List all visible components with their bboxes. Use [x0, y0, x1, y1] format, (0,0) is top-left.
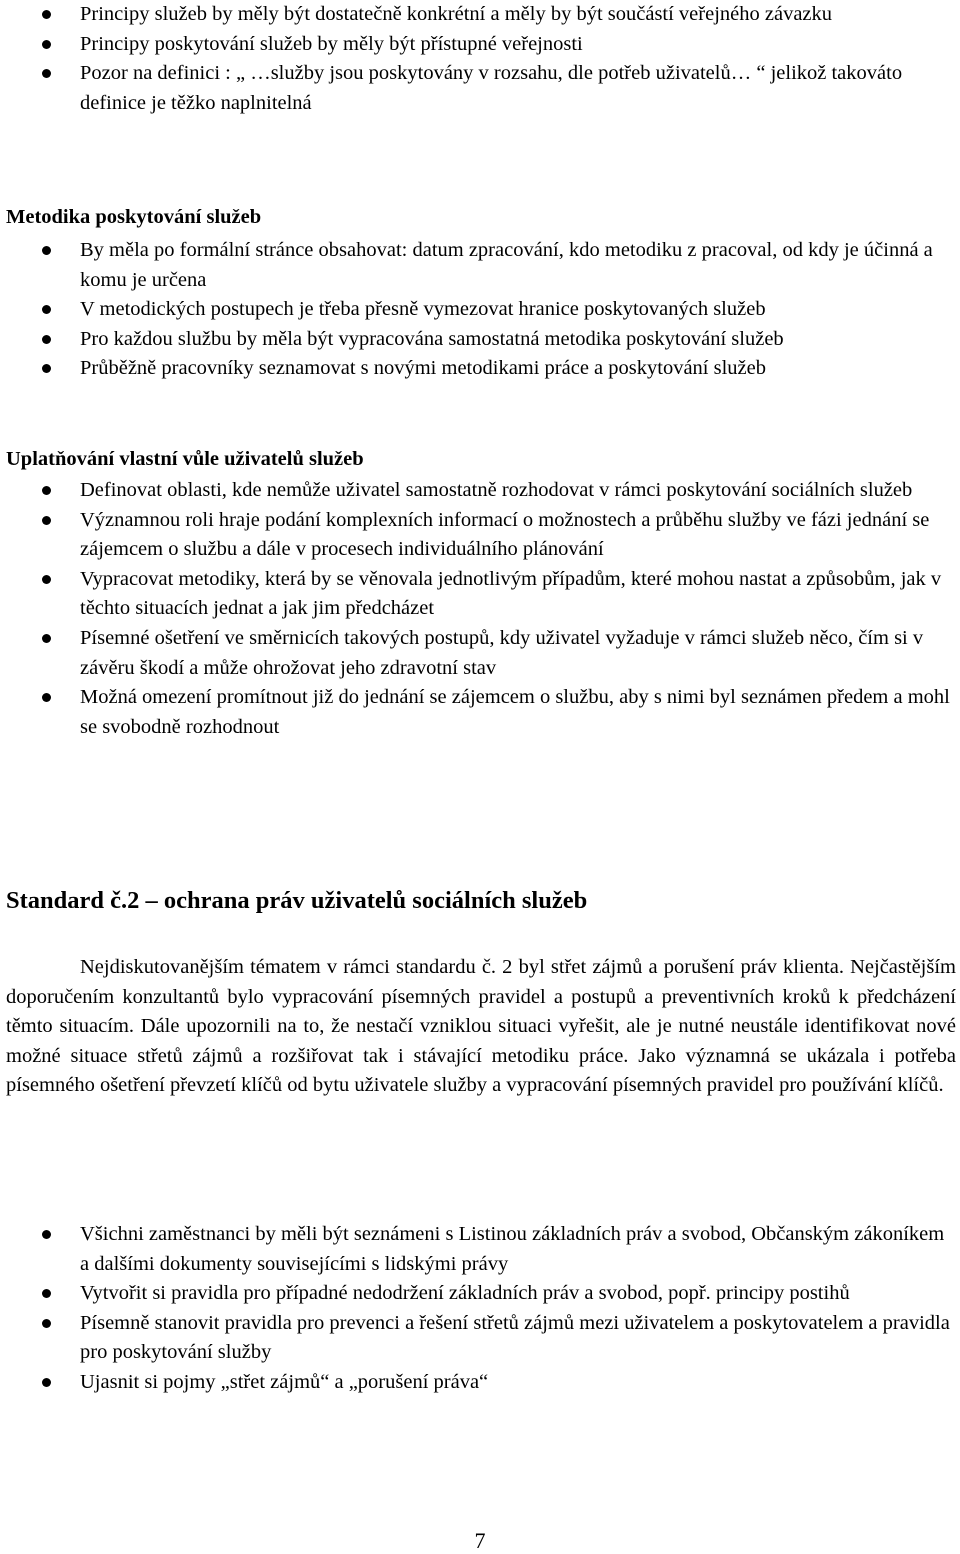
list-item: Pro každou službu by měla být vypracována samostatná metodika poskytování služeb: [0, 325, 960, 355]
bullet-icon: [42, 40, 51, 49]
bullet-icon: [42, 486, 51, 495]
bullet-icon: [42, 1378, 51, 1387]
bullet-icon: [42, 246, 51, 255]
list-item: Možná omezení promítnout již do jednání se zájemcem o službu, aby s nimi byl seznámen předem a mohl se svobodně rozhodnout: [0, 683, 960, 742]
bullet-icon: [42, 364, 51, 373]
list-item: Písemné ošetření ve směrnicích takových postupů, kdy uživatel vyžaduje v rámci služeb něco, čím si v závěru škodí a může ohrožovat jeho zdravotní stav: [0, 624, 960, 683]
bullet-icon: [42, 335, 51, 344]
list-item: Průběžně pracovníky seznamovat s novými metodikami práce a poskytování služeb: [0, 354, 960, 384]
bullet-icon: [42, 1319, 51, 1328]
list-item: Písemně stanovit pravidla pro prevenci a řešení střetů zájmů mezi uživatelem a poskytovatelem a pravidla pro poskytování služby: [0, 1309, 960, 1368]
bullet-icon: [42, 1230, 51, 1239]
bullet-icon: [42, 693, 51, 702]
bullet-icon: [42, 305, 51, 314]
section-heading-metodika: Metodika poskytování služeb: [6, 206, 262, 228]
list-item: Vytvořit si pravidla pro případné nedodržení základních práv a svobod, popř. principy postihů: [0, 1279, 960, 1309]
list-item: Principy služeb by měly být dostatečně konkrétní a měly by být součástí veřejného závazku: [0, 0, 960, 30]
standard-paragraph: Nejdiskutovanějším tématem v rámci standardu č. 2 byl střet zájmů a porušení práv klienta. Nejčastějším doporučením konzultantů bylo vypracování písemných pravidel a postupů a preventivních kroků k předcházení těmto situacím. Dále upozornili na to, že nestačí vzniklou situaci vyřešit, ale je nutné neustále identifikovat nové možné situace střetů zájmů a rozšiřovat tak i stávající metodiku práce. Jako významná se ukázala i potřeba písemného ošetření převzetí klíčů od bytu uživatele služby a vypracování písemných pravidel pro používání klíčů.: [6, 956, 956, 1097]
standard-list: [0, 1220, 960, 1398]
standard-heading: Standard č.2 – ochrana práv uživatelů sociálních služeb: [6, 887, 588, 914]
bullet-icon: [42, 516, 51, 525]
bullet-icon: [42, 69, 51, 78]
principles-list: [0, 0, 960, 118]
metodika-list: [0, 236, 960, 384]
list-item: Všichni zaměstnanci by měli být seznámeni s Listinou základních práv a svobod, Občanským zákoníkem a dalšími dokumenty souvisejícími s lidskými právy: [0, 1220, 960, 1279]
section-heading-vule: Uplatňování vlastní vůle uživatelů služeb: [6, 448, 364, 470]
vule-list: [0, 476, 960, 742]
list-item: Pozor na definici : „ …služby jsou poskytovány v rozsahu, dle potřeb uživatelů… “ jelikož takováto definice je těžko naplnitelná: [0, 59, 960, 118]
bullet-icon: [42, 10, 51, 19]
page-number: 7: [474, 1528, 486, 1553]
bullet-icon: [42, 634, 51, 643]
list-item: Významnou roli hraje podání komplexních informací o možnostech a průběhu služby ve fázi jednání se zájemcem o službu a dále v procesech individuálního plánování: [0, 506, 960, 565]
list-item: V metodických postupech je třeba přesně vymezovat hranice poskytovaných služeb: [0, 295, 960, 325]
bullet-icon: [42, 1289, 51, 1298]
list-item: Definovat oblasti, kde nemůže uživatel samostatně rozhodovat v rámci poskytování sociálních služeb: [0, 476, 960, 506]
bullet-icon: [42, 575, 51, 584]
list-item: Ujasnit si pojmy „střet zájmů“ a „porušení práva“: [0, 1368, 960, 1398]
list-item: By měla po formální stránce obsahovat: datum zpracování, kdo metodiku z pracoval, od kdy je účinná a komu je určena: [0, 236, 960, 295]
list-item: Vypracovat metodiky, která by se věnovala jednotlivým případům, které mohou nastat a způsobům, jak v těchto situacích jednat a jak jim předcházet: [0, 565, 960, 624]
list-item: Principy poskytování služeb by měly být přístupné veřejnosti: [0, 30, 960, 60]
